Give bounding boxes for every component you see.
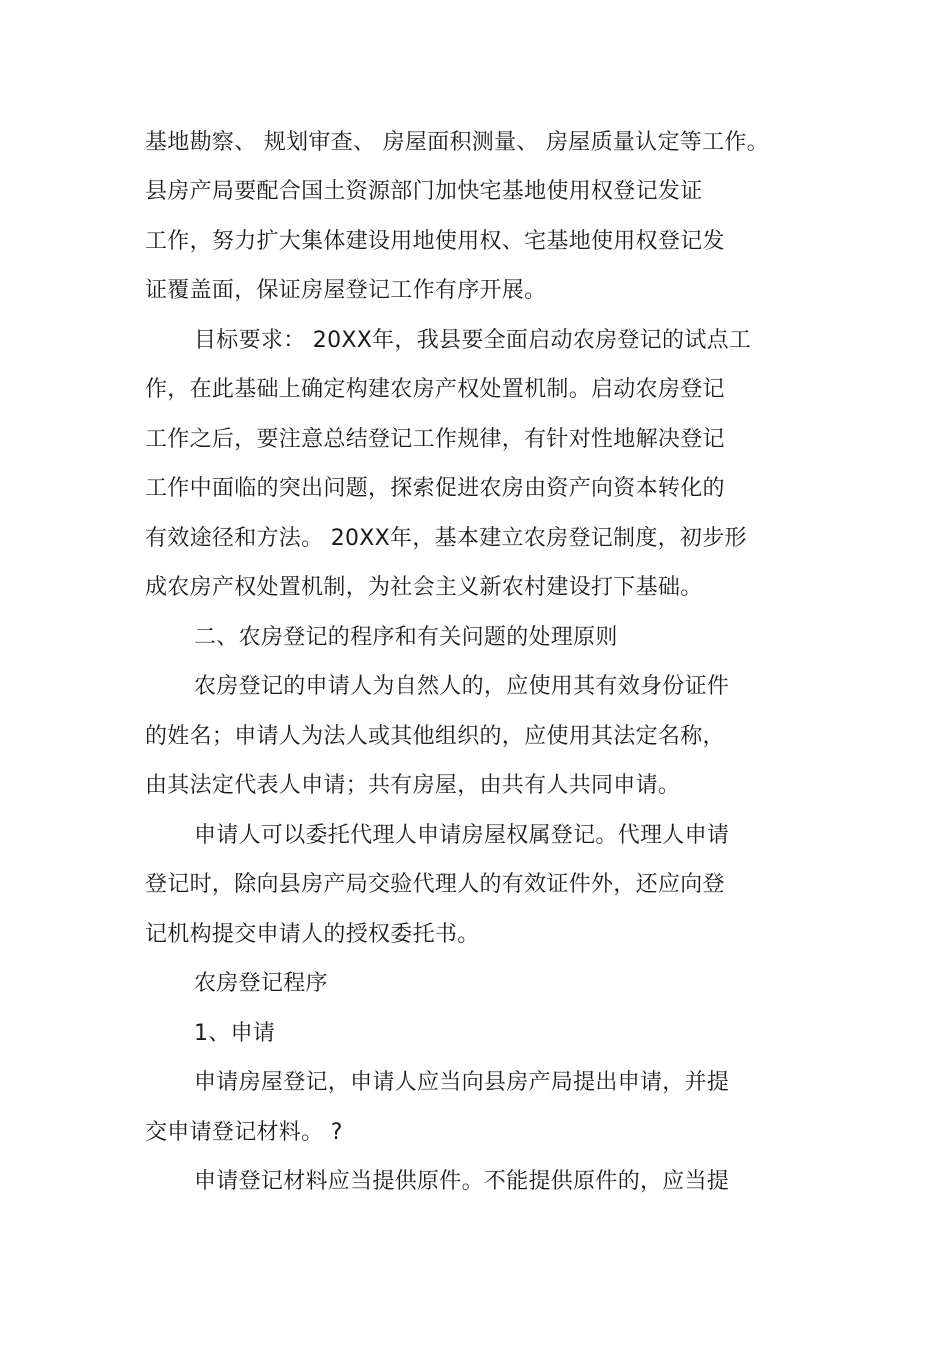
text-line: 农房登记的申请人为自然人的，应使用其有效身份证件 — [194, 674, 730, 699]
text-line: 记机构提交申请人的授权委托书。 — [145, 922, 480, 947]
text-line: 成农房产权处置机制，为社会主义新农村建设打下基础。 — [145, 575, 703, 600]
text-line: 申请登记材料应当提供原件。不能提供原件的，应当提 — [194, 1169, 730, 1194]
text-line: 工作中面临的突出问题，探索促进农房由资产向资本转化的 — [145, 476, 725, 501]
text-line: 申请房屋登记，申请人应当向县房产局提出申请，并提 — [194, 1070, 730, 1095]
text-line: 证覆盖面，保证房屋登记工作有序开展。 — [145, 278, 547, 303]
list-item-heading: 1、申请 — [194, 1021, 276, 1046]
text-line: 的姓名；申请人为法人或其他组织的，应使用其法定名称， — [145, 724, 725, 749]
text-line: 基地勘察、 规划审查、 房屋面积测量、 房屋质量认定等工作。 — [145, 130, 769, 155]
text-line: 工作，努力扩大集体建设用地使用权、宅基地使用权登记发 — [145, 229, 725, 254]
text-line: 交申请登记材料。 ? — [145, 1120, 343, 1145]
text-line: 申请人可以委托代理人申请房屋权属登记。代理人申请 — [194, 823, 730, 848]
text-line: 目标要求： 20XX年，我县要全面启动农房登记的试点工 — [194, 328, 752, 353]
text-line: 有效途径和方法。 20XX年，基本建立农房登记制度，初步形 — [145, 526, 747, 551]
subsection-heading: 农房登记程序 — [194, 971, 328, 996]
text-line: 由其法定代表人申请；共有房屋，由共有人共同申请。 — [145, 773, 681, 798]
text-line: 作，在此基础上确定构建农房产权处置机制。启动农房登记 — [145, 377, 725, 402]
text-line: 工作之后，要注意总结登记工作规律，有针对性地解决登记 — [145, 427, 725, 452]
section-heading: 二、农房登记的程序和有关问题的处理原则 — [194, 625, 618, 650]
text-line: 登记时，除向县房产局交验代理人的有效证件外，还应向登 — [145, 872, 725, 897]
text-line: 县房产局要配合国土资源部门加快宅基地使用权登记发证 — [145, 179, 703, 204]
